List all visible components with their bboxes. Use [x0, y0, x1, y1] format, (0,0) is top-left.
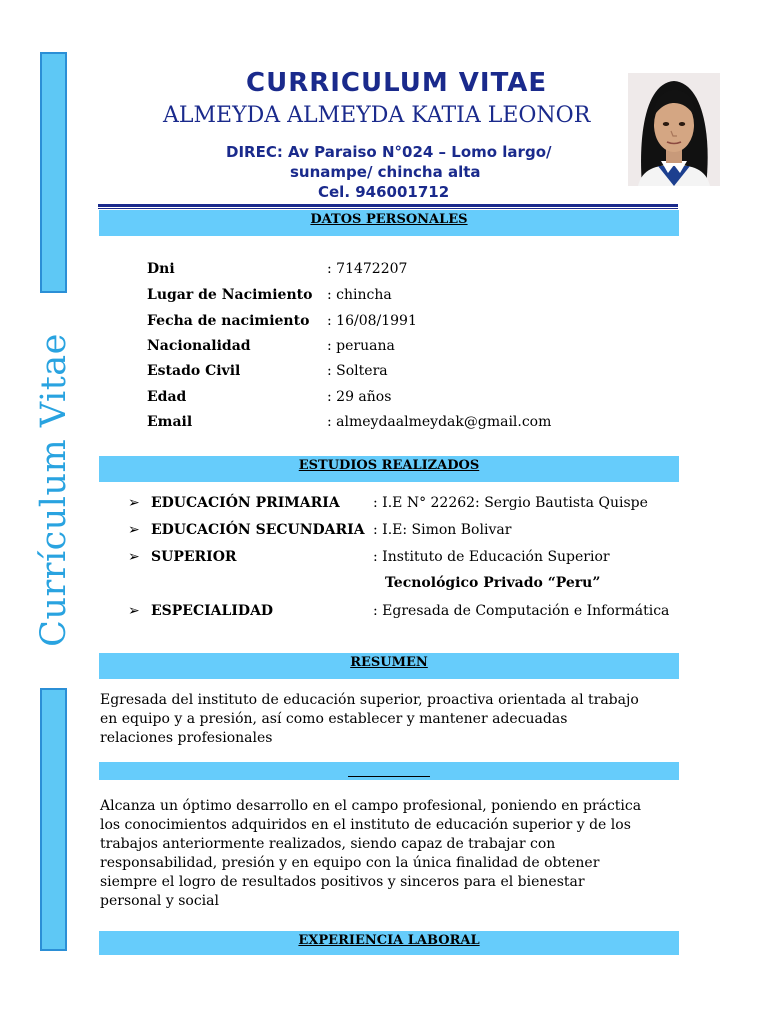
personal-value-birthdate-colon	[327, 313, 417, 329]
study-label-primary: EDUCACIÓN PRIMARIA	[151, 495, 340, 511]
contact-block	[226, 142, 556, 202]
arrow-bullet-icon: ➢	[128, 603, 140, 619]
study-label-secondary: EDUCACIÓN SECUNDARIA	[151, 522, 365, 538]
personal-label-civil-status: Estado Civil	[147, 363, 241, 379]
section-summary: RESUMEN	[99, 653, 679, 679]
header-rule	[98, 204, 678, 207]
section-objective	[99, 762, 679, 780]
sidebar-title: Currículum Vitae	[34, 333, 74, 647]
arrow-bullet-icon: ➢	[128, 495, 140, 511]
section-experience: EXPERIENCIA LABORAL	[99, 931, 679, 955]
personal-value-nationality: : peruana	[327, 338, 395, 354]
personal-label-birthdate: Fecha de nacimiento	[147, 313, 310, 329]
person-name: ALMEYDA ALMEYDA KATIA LEONOR	[163, 103, 591, 128]
study-label-specialty: ESPECIALIDAD	[151, 603, 274, 619]
section-objective-underline	[348, 776, 430, 777]
personal-label-dni: Dni	[147, 261, 175, 277]
study-value-superior-institute: Tecnológico Privado “Peru”	[385, 575, 601, 591]
sidebar-bottom-bar	[40, 688, 67, 951]
arrow-bullet-icon: ➢	[128, 522, 140, 538]
sidebar-top-bar	[40, 52, 67, 293]
personal-value-birthplace: : chincha	[327, 287, 392, 303]
objective-line: personal y social	[100, 893, 219, 909]
objective-line: Alcanza un óptimo desarrollo en el campo profesional, poniendo en práctica	[100, 798, 642, 814]
objective-paragraph	[100, 797, 676, 911]
arrow-bullet-icon: ➢	[128, 549, 140, 565]
address-line-1: DIREC: Av Paraiso N°024 – Lomo largo/	[226, 143, 552, 161]
personal-value-email: : almeydaalmeydak@gmail.com	[327, 414, 552, 430]
objective-line: los conocimientos adquiridos en el instituto de educación superior y de los	[100, 817, 631, 833]
personal-label-age: Edad	[147, 389, 187, 405]
objective-line: trabajos anteriormente realizados, siendo capaz de trabajar con	[100, 836, 556, 852]
summary-line: relaciones profesionales	[100, 730, 273, 746]
phone: Cel. 946001712	[318, 183, 450, 201]
section-studies: ESTUDIOS REALIZADOS	[99, 456, 679, 482]
personal-value-birthdate: : 16/08/1991	[327, 313, 417, 329]
personal-label-nationality: Nacionalidad	[147, 338, 251, 354]
study-label-superior: SUPERIOR	[151, 549, 237, 565]
objective-line: responsabilidad, presión y en equipo con la única finalidad de obtener	[100, 855, 600, 871]
summary-line: en equipo y a presión, así como establecer y mantener adecuadas	[100, 711, 568, 727]
address-line-2: sunampe/ chincha alta	[290, 163, 481, 181]
personal-value-dni: : 71472207	[327, 261, 408, 277]
personal-label-email: Email	[147, 414, 193, 430]
objective-line: siempre el logro de resultados positivos y sinceros para el bienestar	[100, 874, 585, 890]
study-value-specialty: : Egresada de Computación e Informática	[373, 603, 670, 619]
study-value-superior: : Instituto de Educación Superior	[373, 549, 610, 565]
header-rule-thin	[98, 208, 678, 209]
study-value-secondary: : I.E: Simon Bolivar	[373, 522, 512, 538]
personal-value-civil-status: : Soltera	[327, 363, 388, 379]
personal-label-birthplace: Lugar de Nacimiento	[147, 287, 313, 303]
document-title: CURRICULUM VITAE	[246, 68, 548, 98]
study-value-primary: : I.E N° 22262: Sergio Bautista Quispe	[373, 495, 648, 511]
profile-photo	[628, 73, 720, 186]
summary-paragraph	[100, 691, 676, 748]
summary-line: Egresada del instituto de educación superior, proactiva orientada al trabajo	[100, 692, 639, 708]
section-personal-data: DATOS PERSONALES	[99, 210, 679, 236]
portrait-image	[628, 73, 720, 186]
personal-value-age: : 29 años	[327, 389, 392, 405]
